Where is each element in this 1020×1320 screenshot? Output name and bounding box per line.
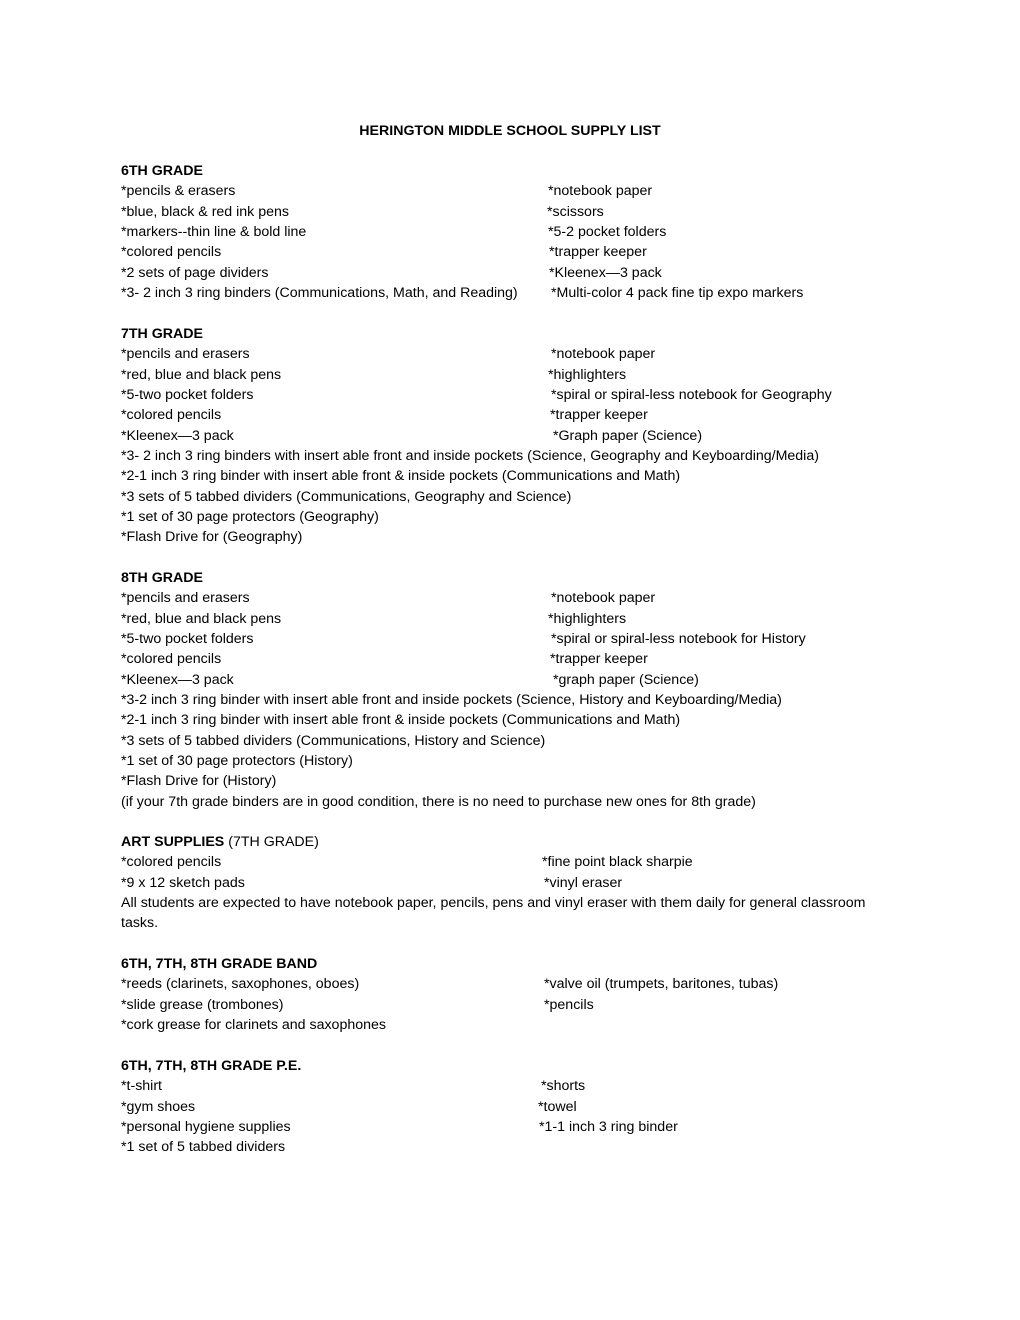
page-title: HERINGTON MIDDLE SCHOOL SUPPLY LIST [359, 123, 661, 139]
list-row [121, 283, 901, 303]
list-item: *1-1 inch 3 ring binder [539, 1119, 678, 1136]
section-heading: 6TH, 7TH, 8TH GRADE BAND [121, 956, 318, 972]
list-item: *fine point black sharpie [542, 854, 693, 871]
list-item: *red, blue and black pens [121, 610, 282, 627]
section-heading: 7TH GRADE [121, 326, 203, 342]
list-item: *Multi-color 4 pack fine tip expo markers [551, 285, 804, 302]
list-row [121, 588, 901, 608]
list-item: *Kleenex—3 pack [121, 427, 234, 444]
section-heading: 8TH GRADE [121, 570, 203, 586]
list-item: *spiral or spiral-less notebook for Geography [551, 387, 832, 404]
list-item: *markers--thin line & bold line [121, 224, 307, 241]
list-item: *highlighters [548, 366, 627, 383]
list-item: *cork grease for clarinets and saxophones [121, 1017, 386, 1034]
list-item: *Flash Drive for (Geography) [121, 529, 303, 546]
list-row [121, 263, 901, 283]
list-item: *personal hygiene supplies [121, 1119, 291, 1136]
list-item: *1 set of 5 tabbed dividers [121, 1139, 286, 1156]
list-item: *Kleenex—3 pack [549, 264, 662, 281]
list-row [121, 1117, 901, 1137]
list-row [121, 365, 901, 385]
list-row [121, 202, 901, 222]
list-row [121, 629, 901, 649]
list-row [121, 344, 901, 364]
list-item: *red, blue and black pens [121, 366, 282, 383]
list-row [121, 974, 901, 994]
list-row [121, 609, 901, 629]
list-item: *trapper keeper [550, 651, 648, 668]
list-item: *highlighters [548, 610, 627, 627]
list-item: *5-2 pocket folders [548, 224, 667, 241]
list-item: *colored pencils [121, 407, 222, 424]
list-item: *valve oil (trumpets, baritones, tubas) [544, 976, 779, 993]
list-row [121, 426, 901, 446]
list-item: *colored pencils [121, 651, 222, 668]
section-heading: 6TH, 7TH, 8TH GRADE P.E. [121, 1058, 302, 1074]
list-item: *pencils and erasers [121, 346, 250, 363]
list-item: *vinyl eraser [544, 874, 623, 891]
list-item: *slide grease (trombones) [121, 996, 284, 1013]
list-item: *t-shirt [121, 1078, 162, 1095]
list-item: *pencils & erasers [121, 183, 236, 200]
list-row [121, 405, 901, 425]
list-item: *3- 2 inch 3 ring binders with insert able front and inside pockets (Science, Geography and Keyboarding/Media) [121, 448, 819, 465]
list-item: *Flash Drive for (History) [121, 773, 277, 790]
section-art-supplies [121, 832, 901, 934]
list-item: *scissors [547, 203, 604, 220]
list-item: *1 set of 30 page protectors (Geography) [121, 509, 379, 526]
list-row [121, 242, 901, 262]
section-band [121, 954, 901, 1035]
list-row [121, 222, 901, 242]
list-item: *2-1 inch 3 ring binder with insert able front & inside pockets (Communications and Math) [121, 468, 681, 485]
list-item: *graph paper (Science) [553, 671, 699, 688]
list-row [121, 852, 901, 872]
list-item: *3 sets of 5 tabbed dividers (Communications, History and Science) [121, 732, 546, 749]
list-item: *blue, black & red ink pens [121, 203, 289, 220]
section-heading: ART SUPPLIES (7TH GRADE) [121, 834, 319, 850]
section-heading: 6TH GRADE [121, 163, 203, 179]
list-item: *shorts [541, 1078, 586, 1095]
list-item: *1 set of 30 page protectors (History) [121, 753, 353, 770]
list-item: *trapper keeper [549, 244, 647, 261]
list-item: *2-1 inch 3 ring binder with insert able front & inside pockets (Communications and Math) [121, 712, 681, 729]
list-item: *gym shoes [121, 1098, 196, 1115]
section-pe [121, 1056, 901, 1158]
list-row [121, 1076, 901, 1096]
list-item: *reeds (clarinets, saxophones, oboes) [121, 976, 360, 993]
list-item: *notebook paper [548, 183, 653, 200]
list-row [121, 181, 901, 201]
list-row [121, 649, 901, 669]
list-item: *5-two pocket folders [121, 631, 254, 648]
list-item: *notebook paper [551, 346, 656, 363]
list-item: *3-2 inch 3 ring binder with insert able front and inside pockets (Science, History and Keyboarding/Media) [121, 692, 782, 709]
list-item: *colored pencils [121, 854, 222, 871]
list-row [121, 873, 901, 893]
section-7th-grade [121, 324, 901, 548]
list-item: *3- 2 inch 3 ring binders (Communications, Math, and Reading) [121, 285, 518, 302]
list-item: *Graph paper (Science) [553, 427, 703, 444]
list-item: *towel [538, 1098, 577, 1115]
note-text: All students are expected to have notebook paper, pencils, pens and vinyl eraser with them daily for general classroom tasks. [121, 895, 866, 932]
list-item: *5-two pocket folders [121, 387, 254, 404]
list-item: *9 x 12 sketch pads [121, 874, 245, 891]
section-6th-grade [121, 161, 901, 303]
list-row [121, 1097, 901, 1117]
note-text: (if your 7th grade binders are in good condition, there is no need to purchase new ones for 8th grade) [121, 793, 756, 810]
list-item: *spiral or spiral-less notebook for History [551, 631, 806, 648]
list-item: *2 sets of page dividers [121, 264, 269, 281]
list-item: *3 sets of 5 tabbed dividers (Communications, Geography and Science) [121, 488, 572, 505]
section-8th-grade [121, 568, 901, 812]
list-row [121, 995, 901, 1015]
list-item: *pencils and erasers [121, 590, 250, 607]
list-item: *pencils [544, 996, 594, 1013]
list-item: *notebook paper [551, 590, 656, 607]
list-row [121, 670, 901, 690]
list-item: *colored pencils [121, 244, 222, 261]
list-item: *Kleenex—3 pack [121, 671, 234, 688]
list-item: *trapper keeper [550, 407, 648, 424]
list-row [121, 385, 901, 405]
